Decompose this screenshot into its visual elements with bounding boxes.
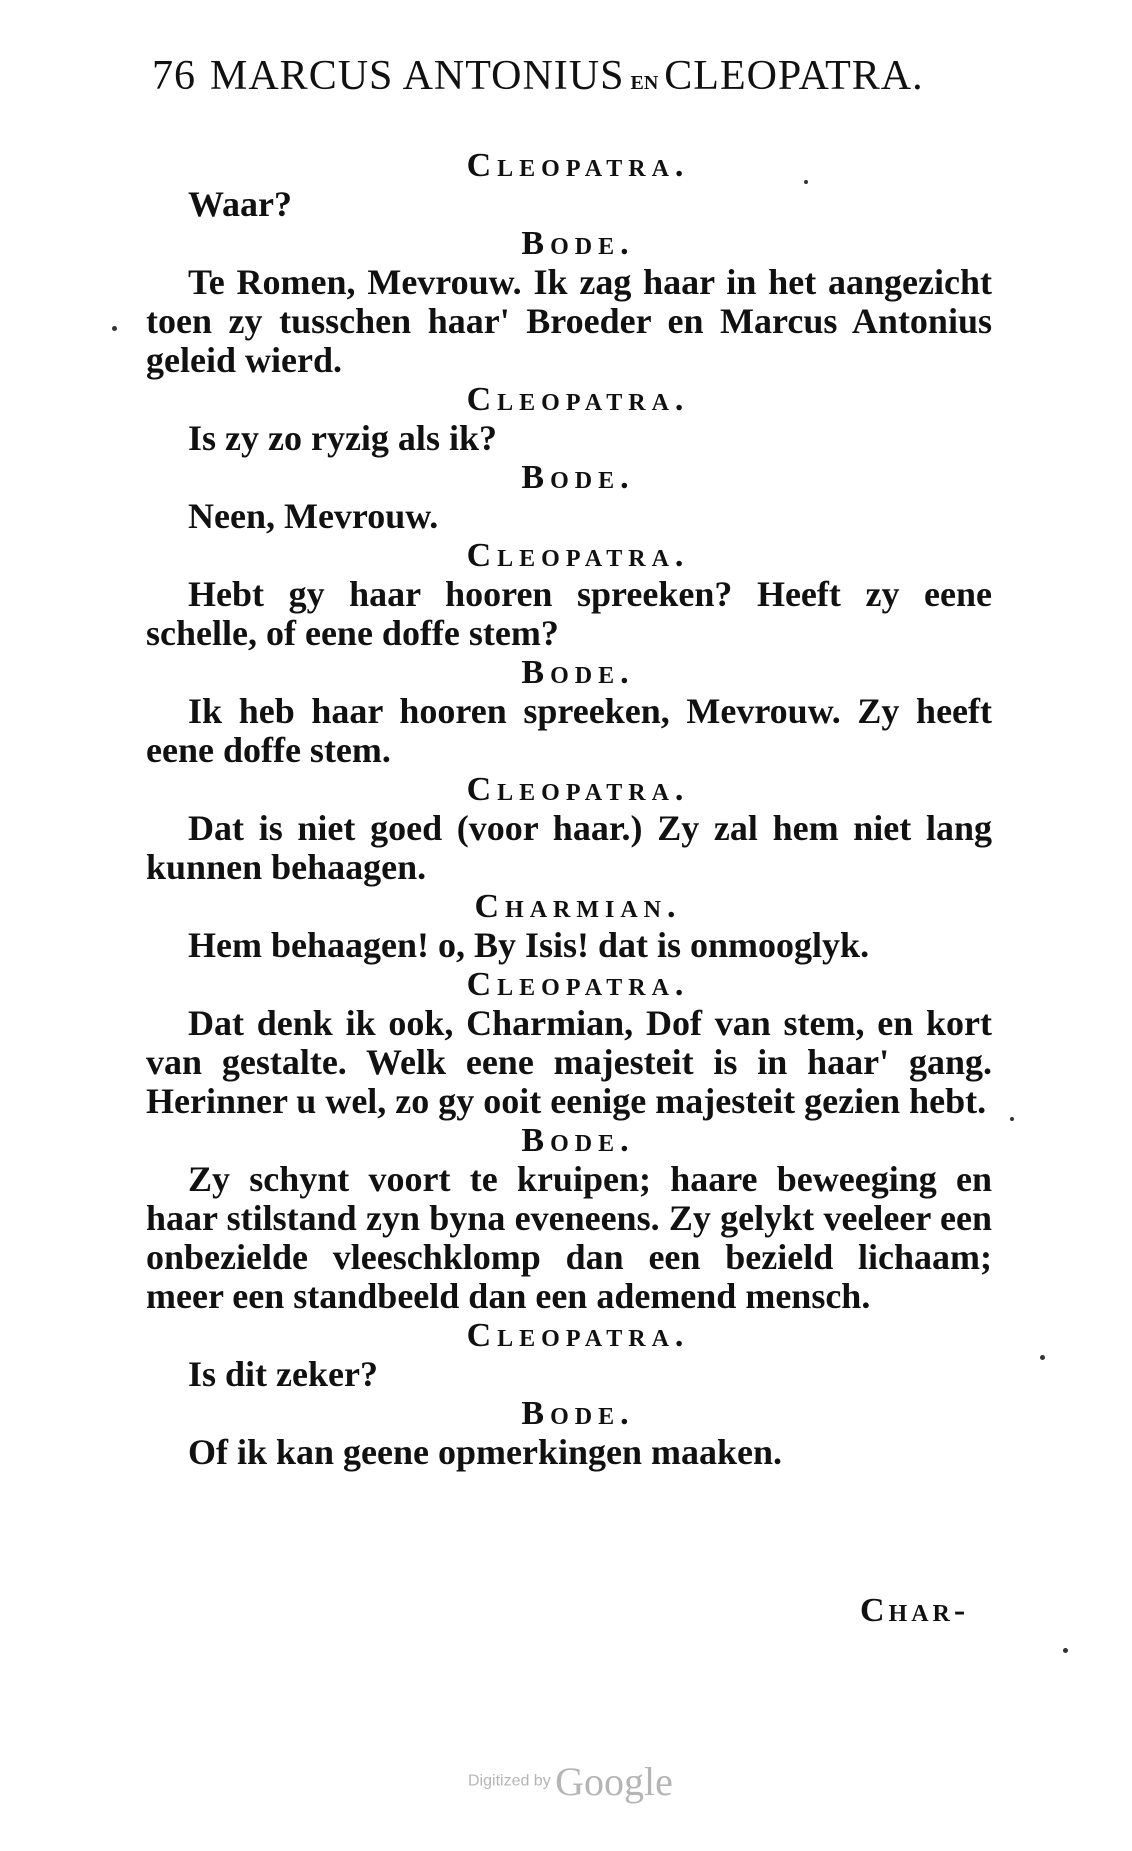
- dialogue-line: Zy schynt voort te kruipen; haare beweeging en haar stilstand zyn byna eveneens. Zy gelykt veeleer een onbezielde vleeschklomp dan een bezield lichaam; meer een standbeeld dan een ademend mensch.: [146, 1159, 992, 1316]
- speaker-heading: Bode.: [521, 459, 635, 496]
- dialogue-line: Dat denk ik ook, Charmian, Dof van stem, en kort van gestalte. Welk eene majesteit is in haar' gang. Herinner u wel, zo gy ooit eenige majesteit gezien hebt.: [146, 1003, 992, 1121]
- speaker-heading: Bode.: [521, 225, 635, 262]
- speaker-heading: Cleopatra.: [466, 966, 690, 1003]
- scan-speck: [1063, 1648, 1068, 1653]
- speaker-heading: Bode.: [521, 1122, 635, 1159]
- running-head: [152, 52, 992, 100]
- dialogue-line: Waar?: [188, 184, 292, 224]
- scan-speck: [804, 180, 808, 184]
- speaker-heading: Cleopatra.: [466, 381, 690, 418]
- dialogue-line: Dat is niet goed (voor haar.) Zy zal hem niet lang kunnen behaagen.: [146, 808, 992, 887]
- catchword: Char-: [860, 1592, 970, 1629]
- watermark-brand: Google: [555, 1759, 673, 1804]
- dialogue-line: Ik heb haar hooren spreeken, Mevrouw. Zy heeft eene doffe stem.: [146, 691, 992, 770]
- dialogue-line: Neen, Mevrouw.: [188, 496, 439, 536]
- page-number: 76: [152, 53, 196, 99]
- digitization-watermark: [468, 1758, 673, 1805]
- speaker-heading: Charmian.: [474, 888, 682, 925]
- speaker-heading: Bode.: [521, 1395, 635, 1432]
- speaker-heading: Cleopatra.: [466, 147, 690, 184]
- scan-speck: [1010, 1117, 1014, 1121]
- speaker-heading: Cleopatra.: [466, 1317, 690, 1354]
- dialogue-line: Te Romen, Mevrouw. Ik zag haar in het aangezicht toen zy tusschen haar' Broeder en Marcus Antonius geleid wierd.: [146, 262, 992, 380]
- dialogue-line: Is zy zo ryzig als ik?: [188, 418, 497, 458]
- speaker-heading: Cleopatra.: [466, 771, 690, 808]
- dialogue-line: Hebt gy haar hooren spreeken? Heeft zy eene schelle, of eene doffe stem?: [146, 574, 992, 653]
- dialogue-line: Is dit zeker?: [188, 1354, 378, 1394]
- speaker-heading: Bode.: [521, 654, 635, 691]
- speaker-heading: Cleopatra.: [466, 537, 690, 574]
- scan-speck: [1040, 1355, 1045, 1360]
- title-conjunction: EN: [630, 72, 659, 94]
- scan-speck: [112, 326, 117, 331]
- watermark-prefix: Digitized by: [468, 1772, 551, 1790]
- dialogue-text: [146, 146, 992, 1472]
- dialogue-line: Hem behaagen! o, By Isis! dat is onmooglyk.: [188, 925, 870, 965]
- dialogue-line: Of ik kan geene opmerkingen maaken.: [188, 1432, 783, 1472]
- title-part-2: CLEOPATRA.: [664, 53, 924, 99]
- title-part-1: MARCUS ANTONIUS: [210, 53, 625, 99]
